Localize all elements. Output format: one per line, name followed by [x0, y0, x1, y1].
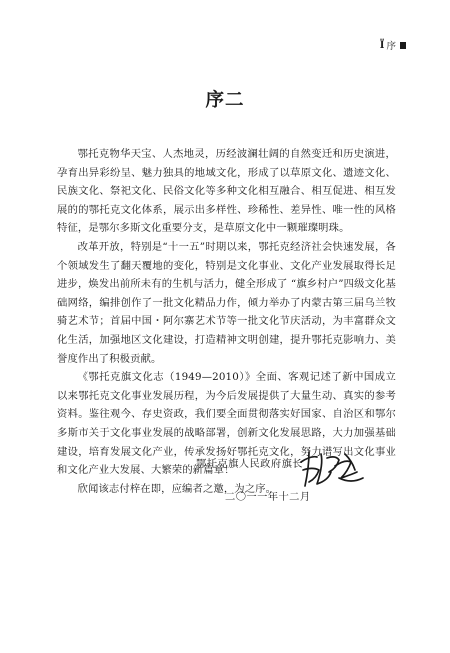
header-label: 序: [386, 41, 396, 52]
header-square-mark: [400, 42, 406, 49]
page-title: 序二: [205, 90, 245, 111]
paragraph: 鄂托克物华天宝、人杰地灵，历经波澜壮阔的自然变迁和历史演进，孕育出异彩纷呈、魅力独具的地域文化，形成了以草原文化、遗迹文化、民族文化、祭祀文化、民俗文化等多种文化相互融合、相互促进、相互发展的的鄂托克文化体系，展示出多样性、珍稀性、差异性、唯一性的风格特征，是鄂尔多斯文化重要分支，是草原文化中一颗璀璨明珠。: [57, 148, 396, 235]
signature-block: [0, 448, 450, 508]
document-body: [57, 145, 396, 498]
signature-organization: 鄂托克旗人民政府旗长: [196, 458, 303, 470]
header-ornament: Ï: [379, 39, 385, 51]
running-header: [380, 38, 406, 52]
paragraph: 欣闻该志付梓在即，应编者之邀，为之序。: [77, 482, 277, 495]
paragraph: 改革开放，特别是“十一五”时期以来，鄂托克经济社会快速发展，各个领域发生了翻天覆地的变化，特别是文化事业、文化产业发展取得长足进步，焕发出前所未有的生机与活力，健全形成了 “旗乡村户”四级文化基础网络，编排创作了一批文化精品力作，倾力举办了内蒙古第三届乌兰牧骑艺术节；首届中国・阿尔寨艺术节等一批文化节庆活动，为丰富群众文化生活，加强地区文化建设，打造精神文明创建，提升鄂托克影响力、美誉度作出了积极贡献。: [57, 240, 396, 365]
handwritten-signature: [297, 448, 367, 492]
paragraph: 《鄂托克旗文化志（1949—2010）》全面、客观记述了新中国成立以来鄂托克文化事业发展历程，为今后发展提供了大量生动、真实的参考资料。鉴往观今、存史资政，我们要全面贯彻落实好国家、自治区和鄂尔多斯市关于文化事业发展的战略部署，创新文化发展思路，大力加强基础建设，培育发展文化产业，传承发扬好鄂托克文化，努力谱写出文化事业和文化产业大发展、大繁荣的新篇章！: [57, 371, 396, 477]
signature-date: 二〇一一年十二月: [225, 491, 311, 503]
